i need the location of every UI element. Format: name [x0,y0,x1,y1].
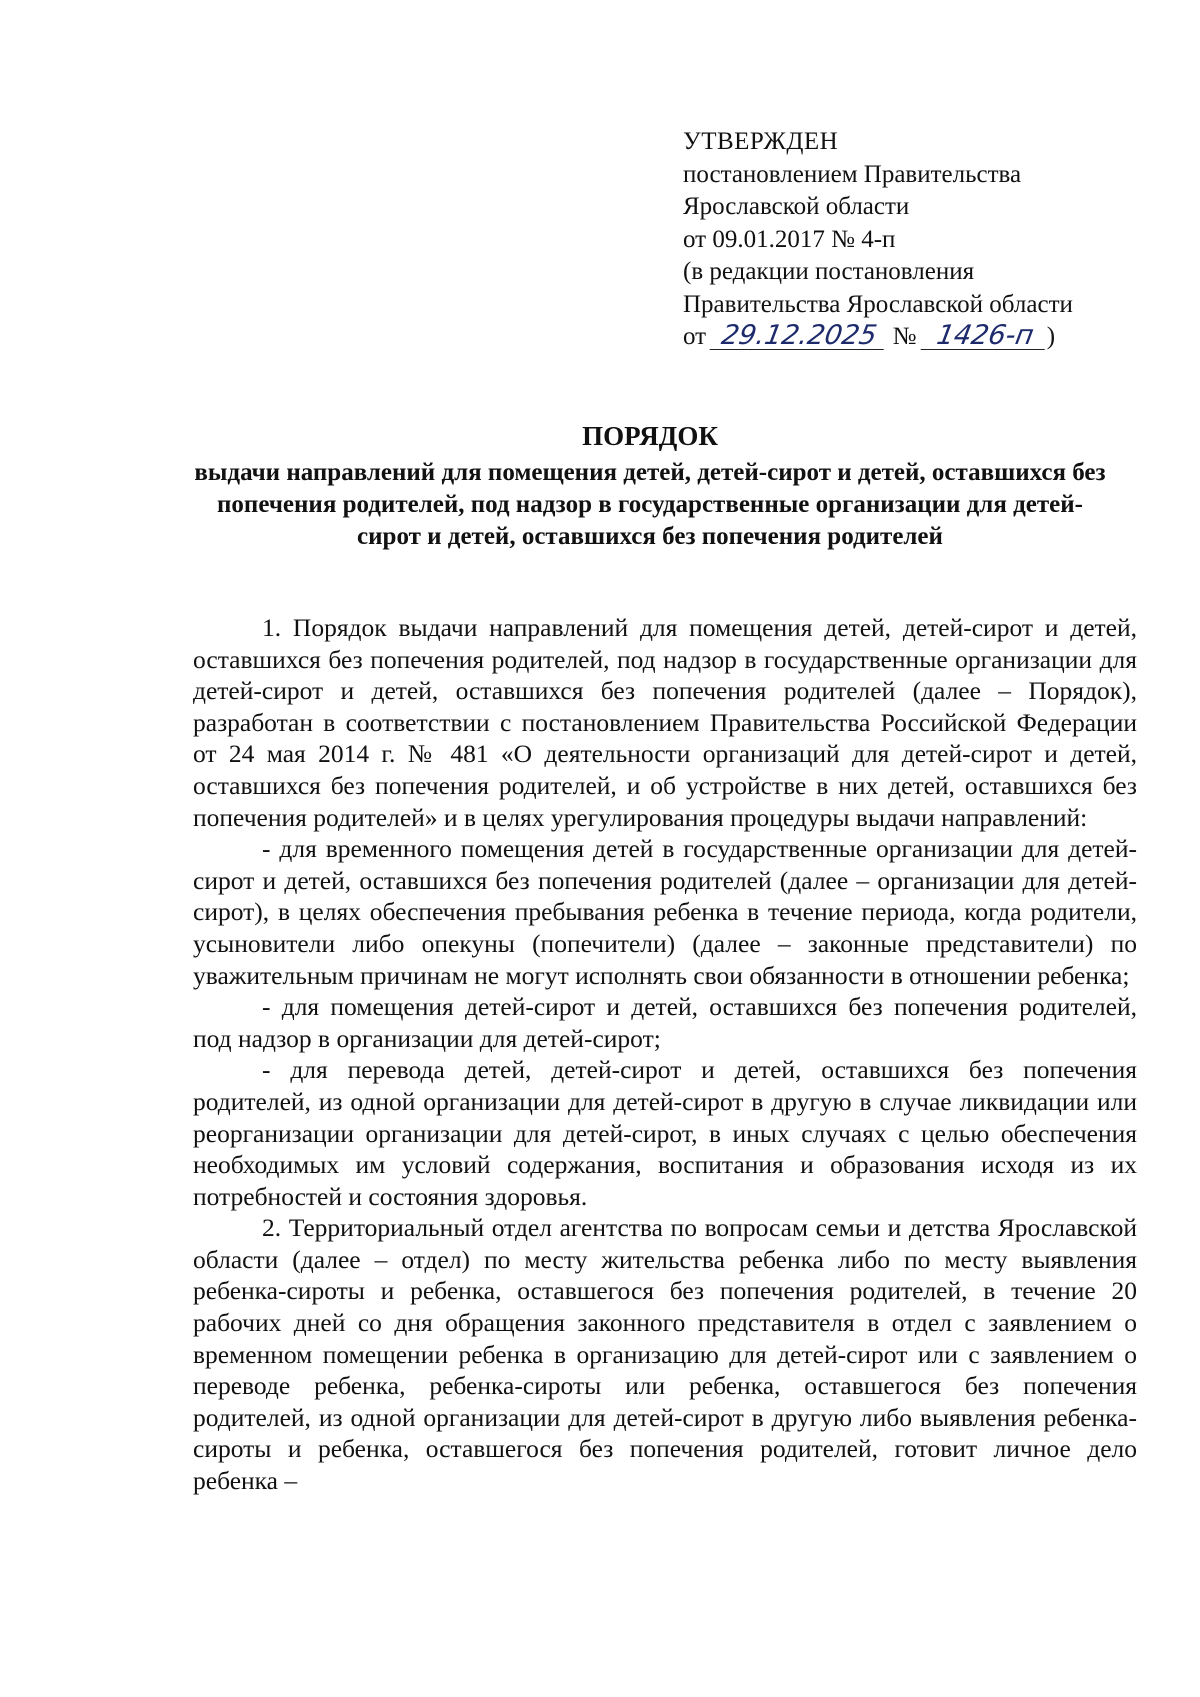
paragraph-1: 1. Порядок выдачи направлений для помещения детей, детей-сирот и детей, оставшихся без попечения родителей, под надзор в государственные организации для детей-сирот и детей, оставшихся без попечения родителей (далее – Порядок), разработан в соответствии с постановлением Правительства Российской Федерации от 24 мая 2014 г. № 481 «О деятельности организаций для детей-сирот и детей, оставшихся без попечения родителей, и об устройстве в них детей, оставшихся без попечения родителей» и в целях урегулирования процедуры выдачи направлений: [193,613,1137,832]
handwritten-number: 1426-п [920,323,1049,350]
approval-ot: от [683,323,707,350]
approval-line-2: Ярославской области [683,193,910,220]
document-heading [190,419,1110,553]
paragraph-5: 2. Территориальный отдел агентства по вопросам семьи и детства Ярославской области (далее – отдел) по месту жительства ребенка либо по месту выявления ребенка-сироты и ребенка, оставшегося без попечения родителей, в течение 20 рабочих дней со дня обращения законного представителя в отдел с заявлением о временном помещении ребенка в организацию для детей-сирот или с заявлением о переводе ребенка, ребенка-сироты или ребенка, оставшегося без попечения родителей, из одной организации для детей-сирот в другую либо выявления ребенка-сироты и ребенка, оставшегося без попечения родителей, готовит личное дело ребенка – [193,1213,1137,1496]
document-subtitle: выдачи направлений для помещения детей, детей-сирот и детей, оставшихся без попечения родителей, под надзор в государственные организации для детей-сирот и детей, оставшихся без попечения родителей [194,459,1106,550]
approval-block [683,126,1153,354]
handwritten-date: 29.12.2025 [710,323,889,350]
document-body [193,612,1137,1497]
closing-paren: ) [1046,323,1056,350]
approval-title: УТВЕРЖДЕН [683,128,839,155]
paragraph-2: - для временного помещения детей в государственные организации для детей-сирот и детей, оставшихся без попечения родителей (далее – организации для детей-сирот), в целях обеспечения пребывания ребенка в течение периода, когда родители, усыновители либо опекуны (попечители) (далее – законные представители) по уважительным причинам не могут исполнять свои обязанности в отношении ребенка; [193,834,1137,990]
document-title: ПОРЯДОК [582,421,718,451]
approval-line-5: Правительства Ярославской области [683,290,1073,318]
approval-line-1: постановлением Правительства [683,160,1022,188]
approval-line-4: (в редакции постановления [683,258,975,285]
approval-line-3: от 09.01.2017 № 4-п [683,225,896,253]
approval-line-6 [683,321,1153,354]
paragraph-4: - для перевода детей, детей-сирот и детей, оставшихся без попечения родителей, из одной организации для детей-сирот в другую в случае ликвидации или реорганизации организации для детей-сирот, в иных случаях с целью обеспечения необходимых им условий содержания, воспитания и образования исходя из их потребностей и состояния здоровья. [193,1055,1137,1211]
paragraph-3: - для помещения детей-сирот и детей, оставшихся без попечения родителей, под надзор в организации для детей-сирот; [193,992,1137,1053]
approval-number-sign: № [892,323,917,350]
